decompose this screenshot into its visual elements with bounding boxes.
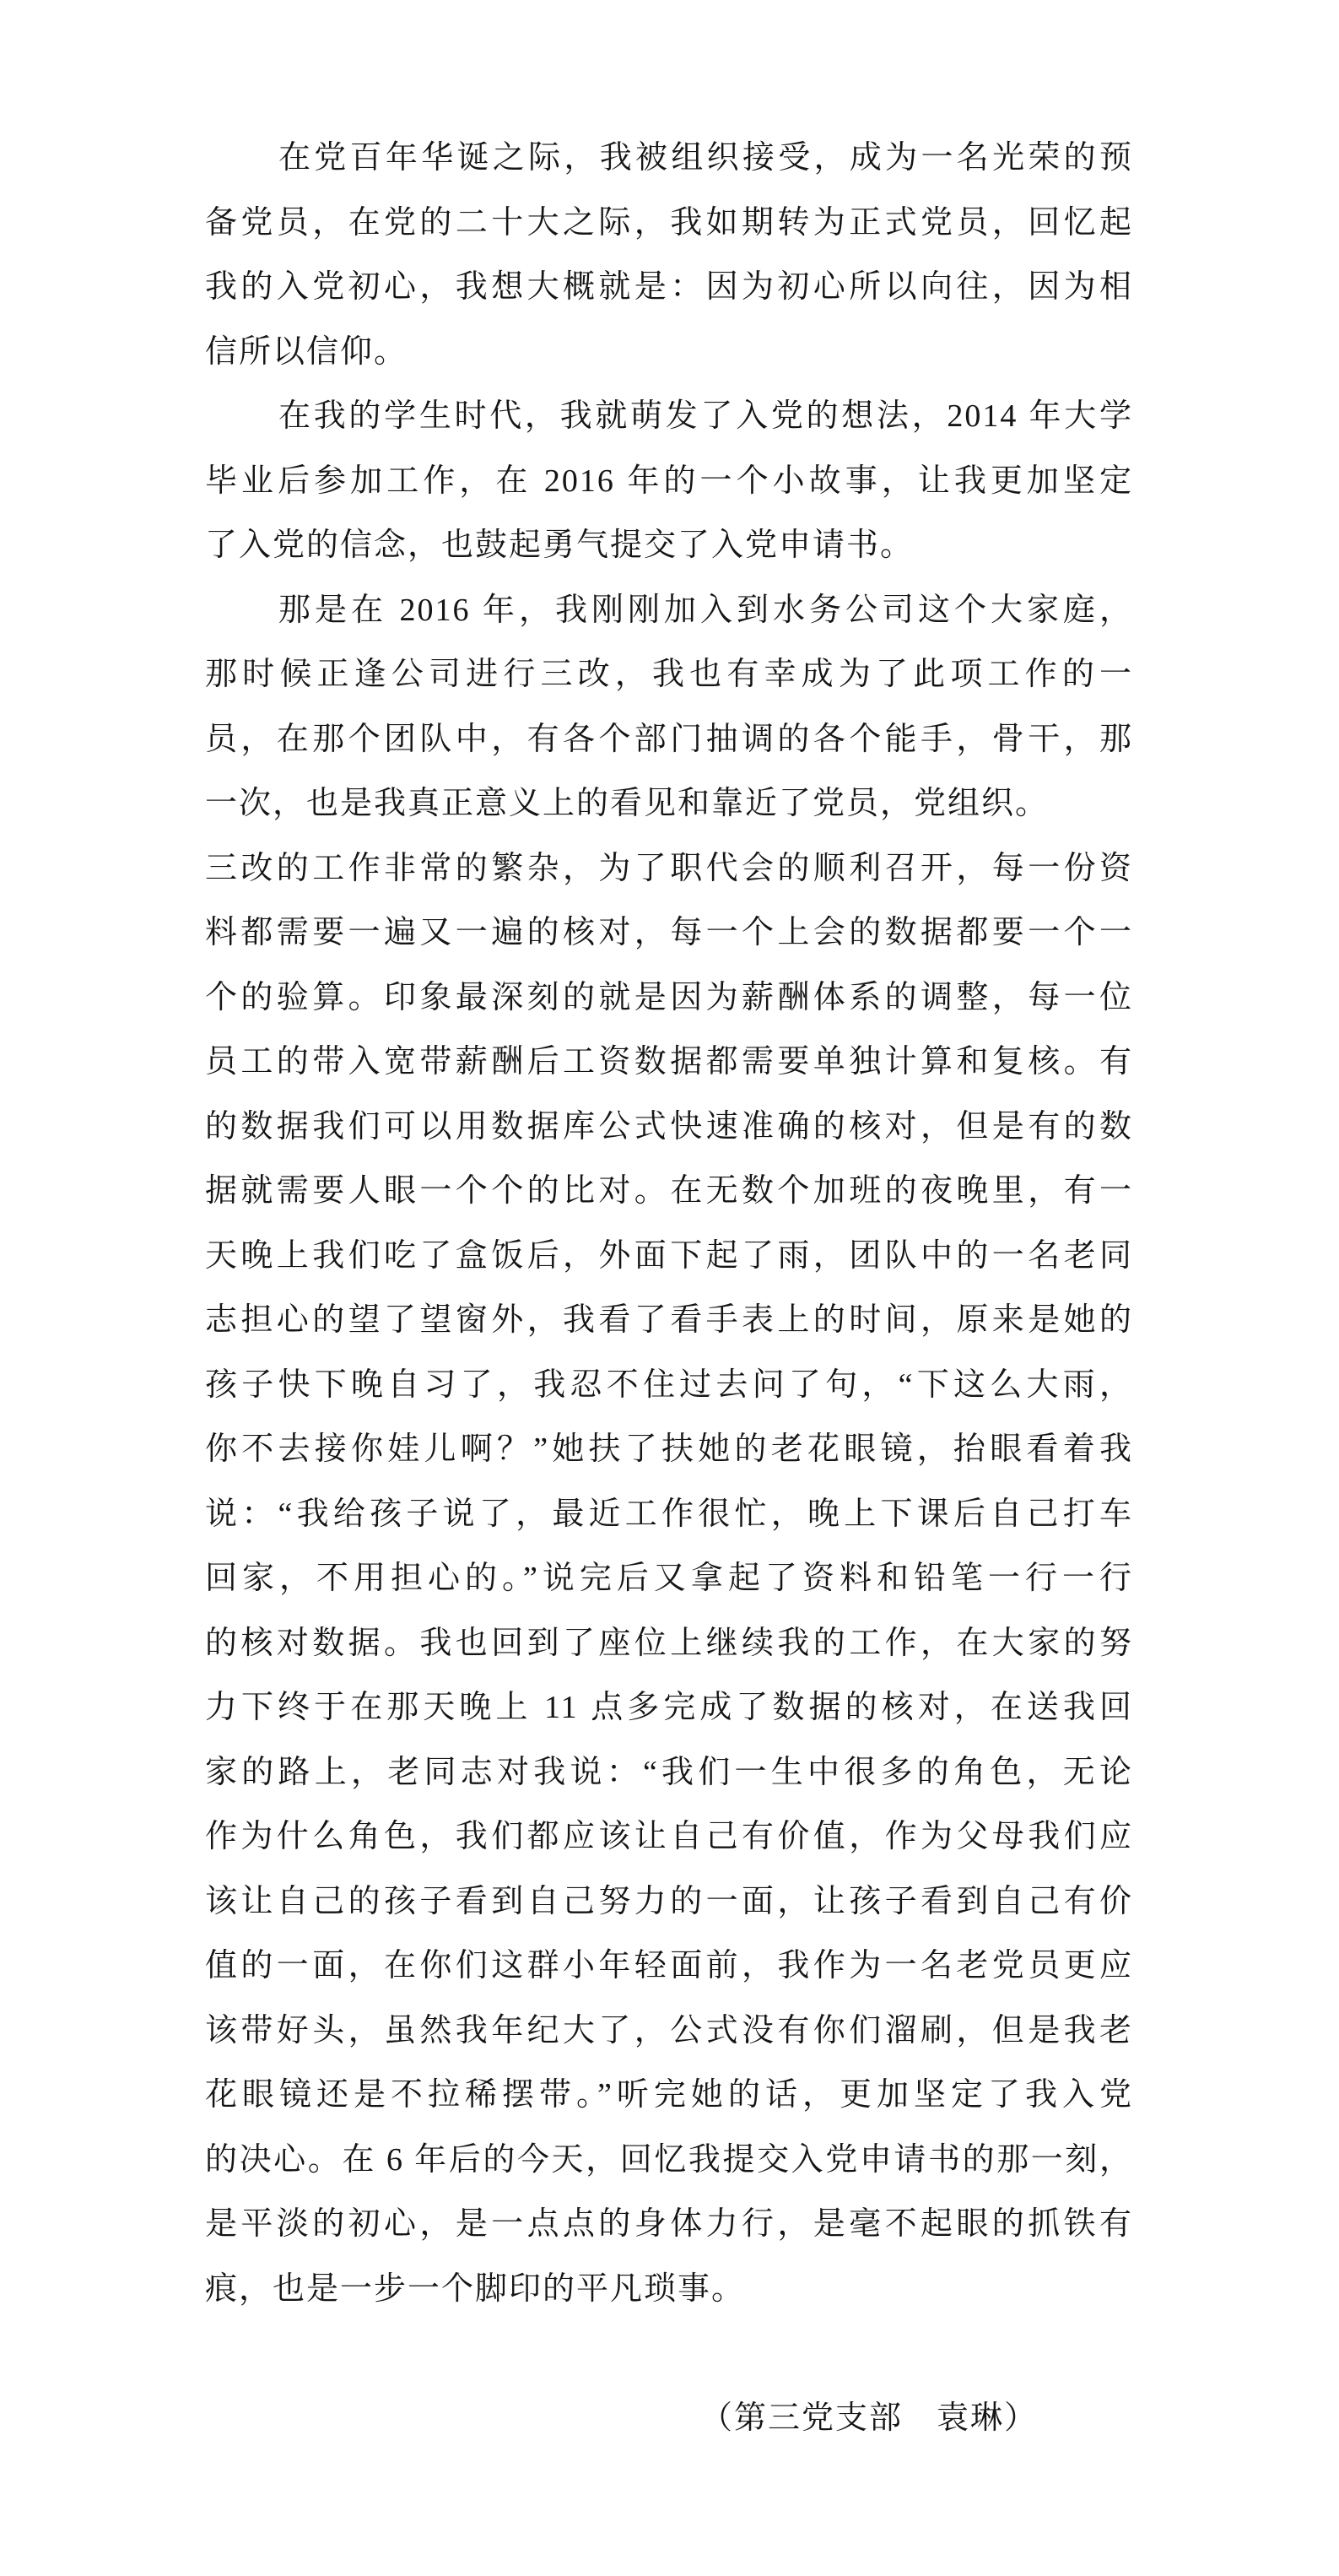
article-body xyxy=(205,126,1133,2450)
text-line: 该让自己的孩子看到自己努力的一面，让孩子看到自己有价 xyxy=(205,1883,1133,1919)
text-line: 作为什么角色，我们都应该让自己有价值，作为父母我们应 xyxy=(205,1819,1133,1854)
text-line: 痕，也是一步一个脚印的平凡琐事。 xyxy=(205,2270,746,2307)
text-line: 值的一面，在你们这群小年轻面前，我作为一名老党员更应 xyxy=(205,1948,1133,1983)
text-line: 天晚上我们吃了盒饭后，外面下起了雨，团队中的一名老同 xyxy=(205,1237,1133,1274)
text-line: 的数据我们可以用数据库公式快速准确的核对，但是有的数 xyxy=(205,1108,1133,1145)
text-line: 员工的带入宽带薪酬后工资数据都需要单独计算和复核。有 xyxy=(205,1044,1133,1080)
text-line: 信所以信仰。 xyxy=(205,333,408,370)
text-line: 三改的工作非常的繁杂，为了职代会的顺利召开，每一份资 xyxy=(205,850,1133,886)
text-line: 我的入党初心，我想大概就是：因为初心所以向往，因为相 xyxy=(205,269,1133,305)
text-line: 说：“我给孩子说了，最近工作很忙，晚上下课后自己打车 xyxy=(205,1496,1133,1532)
text-line: 该带好头，虽然我年纪大了，公式没有你们溜刷，但是我老 xyxy=(205,2012,1133,2048)
text-line: 家的路上，老同志对我说：“我们一生中很多的角色，无论 xyxy=(205,1754,1133,1790)
text-line: 那是在 2016 年，我刚刚加入到水务公司这个大家庭， xyxy=(278,592,1133,628)
text-line: 毕业后参加工作，在 2016 年的一个小故事，让我更加坚定 xyxy=(205,463,1133,499)
text-line: 在党百年华诞之际，我被组织接受，成为一名光荣的预 xyxy=(278,140,1133,176)
text-line: 料都需要一遍又一遍的核对，每一个上会的数据都要一个一 xyxy=(205,915,1133,950)
text-line: 是平淡的初心，是一点点的身体力行，是毫不起眼的抓铁有 xyxy=(205,2206,1133,2242)
text-line: 力下终于在那天晚上 11 点多完成了数据的核对，在送我回 xyxy=(205,1690,1133,1725)
blank-line xyxy=(205,2321,1133,2386)
text-line: 孩子快下晚自习了，我忍不住过去问了句，“下这么大雨， xyxy=(205,1366,1133,1403)
text-line: 备党员，在党的二十大之际，我如期转为正式党员，回忆起 xyxy=(205,204,1133,241)
text-line: 个的验算。印象最深刻的就是因为薪酬体系的调整，每一位 xyxy=(205,979,1133,1015)
text-line: 志担心的望了望窗外，我看了看手表上的时间，原来是她的 xyxy=(205,1302,1133,1338)
text-line: 回家，不用担心的。”说完后又拿起了资料和铅笔一行一行 xyxy=(205,1561,1133,1596)
text-line: 了入党的信念，也鼓起勇气提交了入党申请书。 xyxy=(205,528,915,563)
text-line: 的决心。在 6 年后的今天，回忆我提交入党申请书的那一刻， xyxy=(205,2141,1133,2178)
text-line: 在我的学生时代，我就萌发了入党的想法，2014 年大学 xyxy=(278,398,1133,434)
text-line: 一次，也是我真正意义上的看见和靠近了党员，党组织。 xyxy=(205,786,1050,821)
body-lines xyxy=(205,126,1133,2321)
text-line: 员，在那个团队中，有各个部门抽调的各个能手，骨干，那 xyxy=(205,721,1133,757)
text-line: 那时候正逢公司进行三改，我也有幸成为了此项工作的一 xyxy=(205,657,1133,692)
signature-line: （第三党支部 袁琳） xyxy=(699,2400,1038,2436)
text-line: 的核对数据。我也回到了座位上继续我的工作，在大家的努 xyxy=(205,1625,1133,1661)
text-line: 你不去接你娃儿啊？”她扶了扶她的老花眼镜，抬眼看着我 xyxy=(205,1431,1133,1467)
text-line: 花眼镜还是不拉稀摆带。”听完她的话，更加坚定了我入党 xyxy=(205,2077,1133,2113)
text-line: 据就需要人眼一个个的比对。在无数个加班的夜晚里，有一 xyxy=(205,1173,1133,1209)
